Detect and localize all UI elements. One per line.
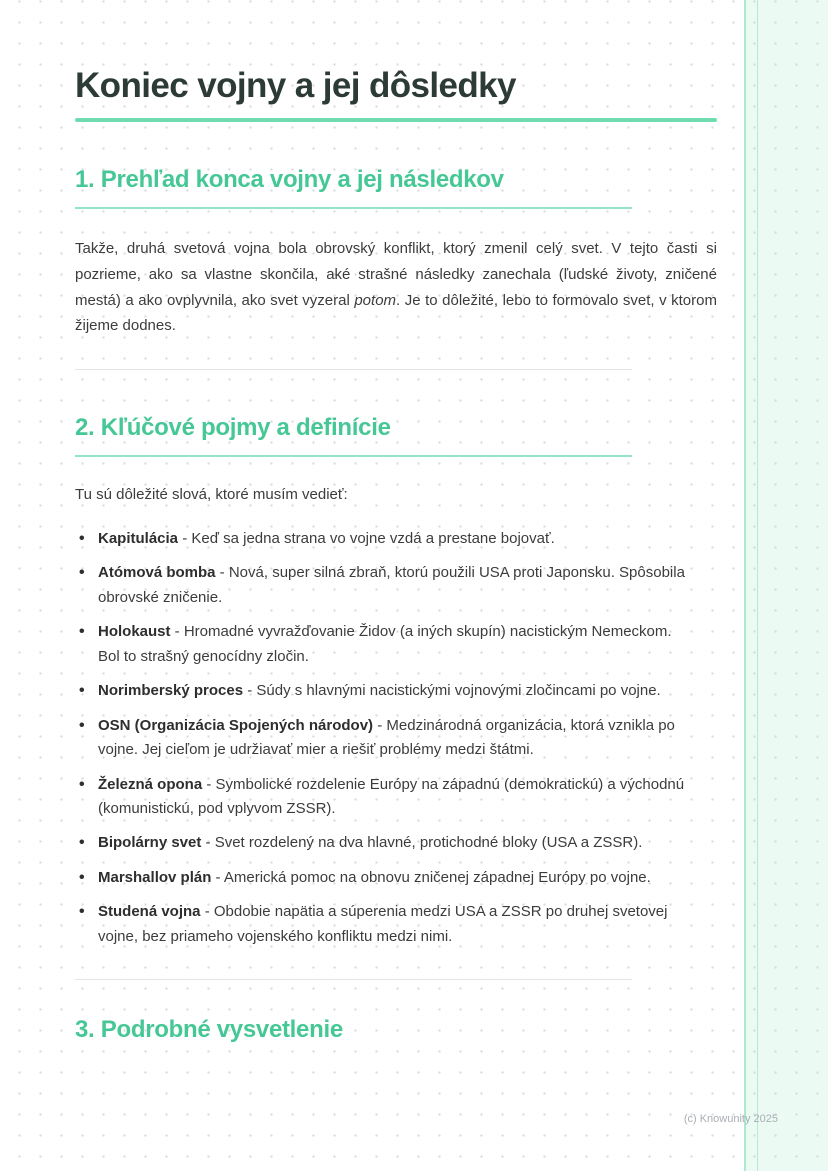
list-item (75, 773, 691, 822)
section-3-heading: 3. Podrobné vysvetlenie (75, 1016, 343, 1044)
list-item (75, 831, 691, 855)
term-label: OSN (Organizácia Spojených národov) (98, 716, 374, 734)
section-2-heading: 2. Kľúčové pojmy a definície (75, 414, 391, 442)
bullet-icon: • (79, 903, 85, 921)
bullet-icon: • (79, 834, 85, 852)
term-label: Holokaust (98, 623, 171, 641)
section-2-underline-rule (75, 455, 632, 457)
paragraph-text-after: . Je to dôležité, lebo to formovalo svet, v ktorom žijeme dodnes. (75, 291, 717, 335)
term-label: Bipolárny svet (98, 834, 202, 852)
section-1-paragraph (75, 236, 717, 339)
term-label: Studená vojna (98, 903, 201, 921)
bullet-icon: • (79, 564, 85, 582)
section-key-terms (75, 414, 717, 980)
list-item (75, 620, 691, 669)
copyright-text: (c) Knowunity 2025 (683, 1113, 778, 1125)
list-item (75, 714, 691, 763)
bullet-icon: • (79, 530, 85, 548)
title-underline-rule (75, 118, 717, 122)
paragraph-text-before: Takže, druhá svetová vojna bola obrovský konflikt, ktorý zmenil celý svet. V tejto časti si pozrieme, ako sa vlastne skončila, aké strašné následky zanechala (ľudské životy, zničené mestá) a ako ovplyvnila, ako svet vyzeral (75, 240, 717, 309)
term-list (75, 527, 717, 949)
term-label: Železná opona (98, 775, 203, 793)
section-divider-2 (75, 979, 632, 980)
term-definition: - Svet rozdelený na dva hlavné, protichodné bloky (USA a ZSSR). (201, 834, 643, 852)
list-item (75, 900, 691, 949)
bullet-icon: • (79, 868, 85, 886)
paragraph-italic-word: potom (354, 291, 397, 309)
term-definition: - Obdobie napätia a súperenia medzi USA a ZSSR po druhej svetovej vojne, bez priameho vojenského konfliktu medzi nimi. (98, 903, 668, 945)
term-definition: - Medzinárodná organizácia, ktorá vznikla po vojne. Jej cieľom je udržiavať mier a riešiť problémy medzi štátmi. (98, 716, 675, 759)
section-divider-1 (75, 369, 632, 370)
term-definition: - Americká pomoc na obnovu zničenej západnej Európy po vojne. (211, 868, 651, 886)
list-item (75, 561, 691, 610)
bullet-icon: • (79, 623, 85, 641)
page-content (75, 66, 717, 1045)
term-definition: - Symbolické rozdelenie Európy na západnú (demokratickú) a východnú (komunistickú, pod vplyvom ZSSR). (98, 775, 685, 817)
page-title: Koniec vojny a jej dôsledky (75, 66, 516, 105)
term-label: Kapitulácia (98, 530, 179, 548)
bullet-icon: • (79, 716, 85, 734)
term-definition: - Hromadné vyvražďovanie Židov (a iných skupín) nacistickým Nemeckom. Bol to strašný genocídny zločin. (98, 623, 672, 665)
term-label: Marshallov plán (98, 868, 212, 886)
list-item (75, 866, 691, 890)
bullet-icon: • (79, 775, 85, 793)
section-overview (75, 166, 717, 370)
right-margin-inner-line (757, 0, 758, 1171)
right-margin-band (744, 0, 828, 1171)
section-1-underline-rule (75, 207, 632, 209)
term-label: Norimberský proces (98, 682, 244, 700)
terms-intro-text: Tu sú dôležité slová, ktoré musím vedieť: (75, 486, 348, 504)
term-definition: - Súdy s hlavnými nacistickými vojnovými zločincami po vojne. (243, 682, 661, 700)
term-definition: - Nová, super silná zbraň, ktorú použili USA proti Japonsku. Spôsobila obrovské zničenie. (98, 564, 685, 606)
section-1-heading: 1. Prehľad konca vojny a jej následkov (75, 166, 504, 194)
term-label: Atómová bomba (98, 564, 216, 582)
bullet-icon: • (79, 682, 85, 700)
section-detailed-explanation (75, 1016, 717, 1045)
list-item (75, 679, 691, 703)
list-item (75, 527, 691, 551)
term-definition: - Keď sa jedna strana vo vojne vzdá a prestane bojovať. (178, 530, 555, 548)
